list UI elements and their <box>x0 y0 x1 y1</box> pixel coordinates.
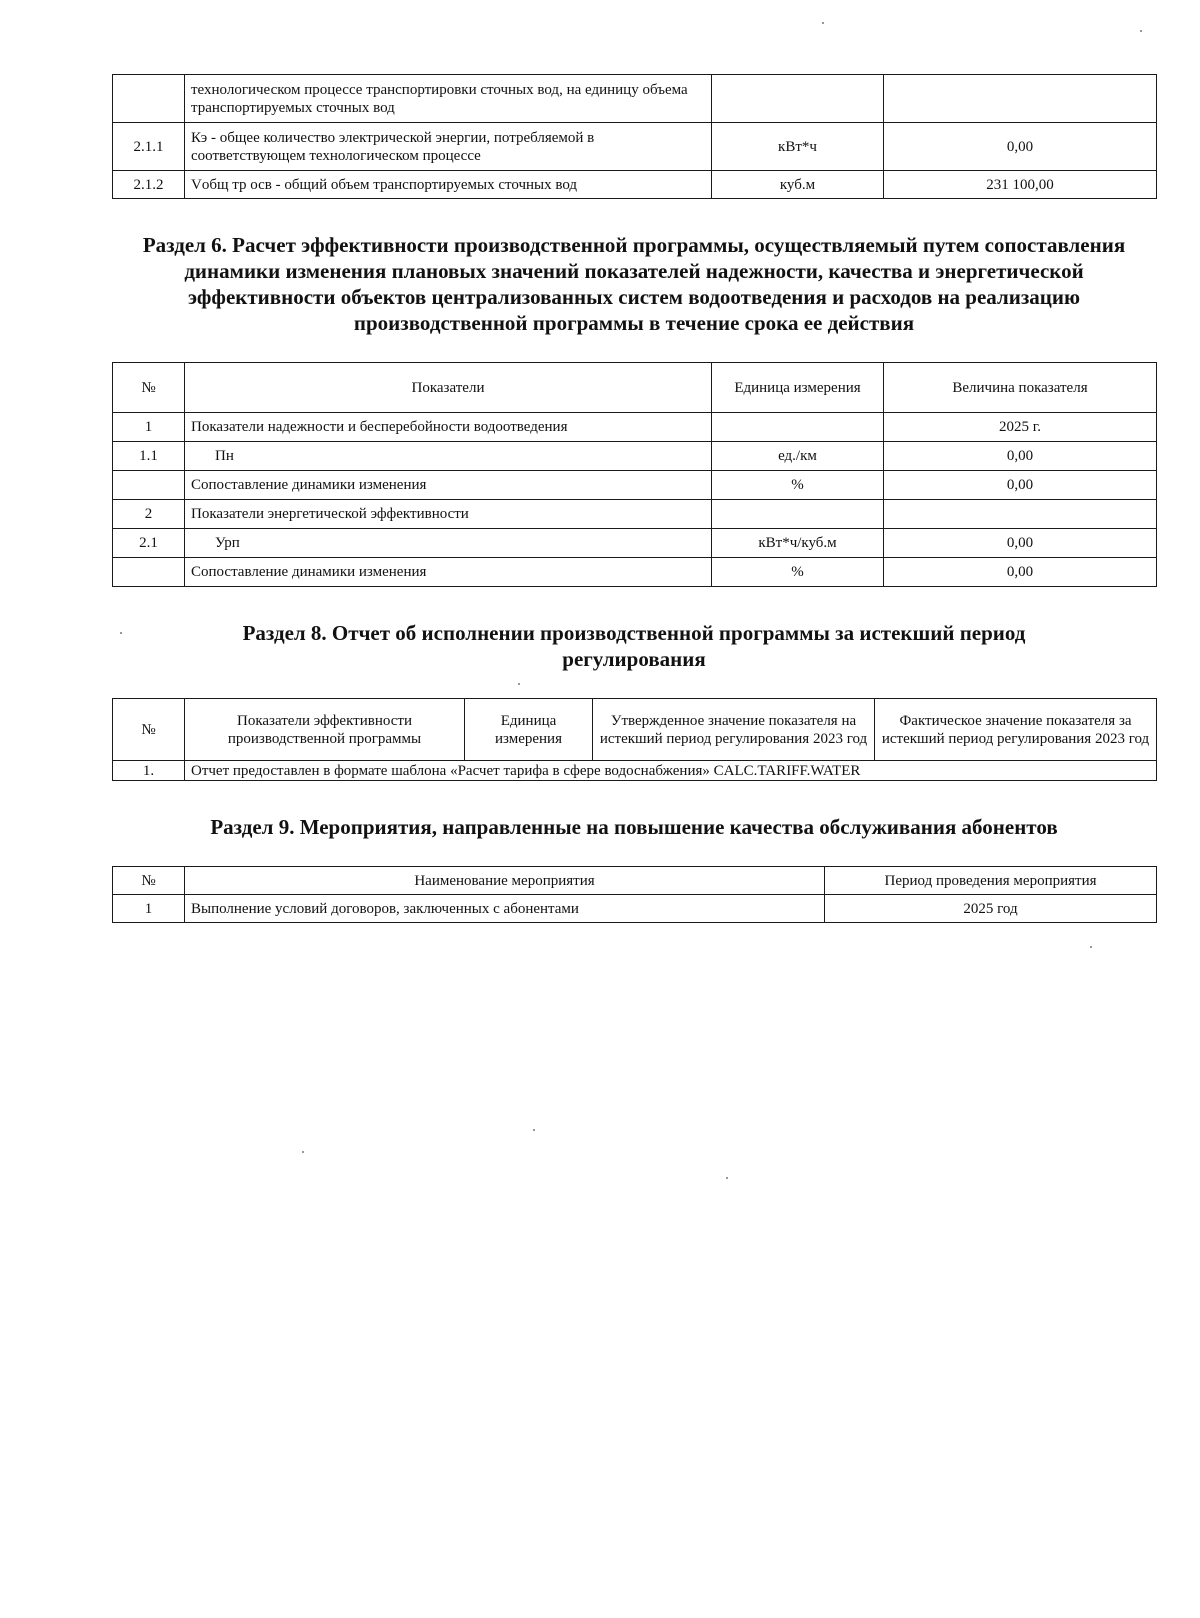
measure-period: 2025 год <box>825 895 1157 923</box>
scan-speck <box>533 1129 535 1131</box>
section8-table <box>112 698 1157 781</box>
header-unit: Единица измерения <box>712 363 884 413</box>
value <box>884 500 1157 529</box>
row-number <box>113 471 185 500</box>
table-header-row <box>113 363 1157 413</box>
unit: кВт*ч/куб.м <box>712 529 884 558</box>
header-approved-value: Утвержденное значение показателя на истекший период регулирования 2023 год <box>593 699 875 761</box>
unit: кВт*ч <box>712 123 884 171</box>
scan-speck <box>726 1177 728 1179</box>
table-row <box>113 761 1157 781</box>
row-number: 2.1 <box>113 529 185 558</box>
table-row <box>113 471 1157 500</box>
indicator-name: Урп <box>185 529 712 558</box>
value: 0,00 <box>884 471 1157 500</box>
indicator-name: технологическом процессе транспортировки сточных вод, на единицу объема транспортируемых сточных вод <box>185 75 712 123</box>
section8-title: Раздел 8. Отчет об исполнении производственной программы за истекший период регулирования <box>242 621 1026 671</box>
table-row <box>113 171 1157 199</box>
row-number: 1. <box>113 761 185 781</box>
indicator-name: Vобщ тр осв - общий объем транспортируемых сточных вод <box>185 171 712 199</box>
value: 0,00 <box>884 529 1157 558</box>
header-actual-value: Фактическое значение показателя за истекший период регулирования 2023 год <box>875 699 1157 761</box>
header-period: Период проведения мероприятия <box>825 867 1157 895</box>
table-row <box>113 895 1157 923</box>
table-row <box>113 442 1157 471</box>
value: 0,00 <box>884 442 1157 471</box>
table-row <box>113 123 1157 171</box>
report-note: Отчет предоставлен в формате шаблона «Расчет тарифа в сфере водоснабжения» CALC.TARIFF.WATER <box>185 761 1157 781</box>
indicator-name: Пн <box>185 442 712 471</box>
table-energy-continuation <box>112 74 1157 199</box>
row-number: 2.1.1 <box>113 123 185 171</box>
header-number: № <box>113 363 185 413</box>
unit <box>712 75 884 123</box>
indicator-name: Кэ - общее количество электрической энергии, потребляемой в соответствующем технологическом процессе <box>185 123 712 171</box>
scan-speck <box>822 22 824 24</box>
indicator-name: Показатели энергетической эффективности <box>185 500 712 529</box>
table-row <box>113 413 1157 442</box>
scan-speck <box>120 632 122 634</box>
table-row <box>113 500 1157 529</box>
unit <box>712 413 884 442</box>
header-measure-name: Наименование мероприятия <box>185 867 825 895</box>
unit: % <box>712 558 884 587</box>
scan-speck <box>518 683 520 685</box>
value: 0,00 <box>884 558 1157 587</box>
value: 2025 г. <box>884 413 1157 442</box>
scan-speck <box>302 1151 304 1153</box>
header-number: № <box>113 699 185 761</box>
indicator-name: Сопоставление динамики изменения <box>185 471 712 500</box>
row-number: 1.1 <box>113 442 185 471</box>
section9-table <box>112 866 1157 923</box>
row-number: 1 <box>113 413 185 442</box>
unit: куб.м <box>712 171 884 199</box>
section9-title: Раздел 9. Мероприятия, направленные на повышение качества обслуживания абонентов <box>210 815 1058 839</box>
measure-name: Выполнение условий договоров, заключенных с абонентами <box>185 895 825 923</box>
unit: ед./км <box>712 442 884 471</box>
header-value: Величина показателя <box>884 363 1157 413</box>
indicator-name: Сопоставление динамики изменения <box>185 558 712 587</box>
scan-speck <box>1090 946 1092 948</box>
value: 231 100,00 <box>884 171 1157 199</box>
scan-speck <box>1140 30 1142 32</box>
section6-table <box>112 362 1157 587</box>
indicator-name: Показатели надежности и бесперебойности водоотведения <box>185 413 712 442</box>
header-indicators: Показатели эффективности производственной программы <box>185 699 465 761</box>
row-number: 1 <box>113 895 185 923</box>
table-row <box>113 75 1157 123</box>
value: 0,00 <box>884 123 1157 171</box>
table-header-row <box>113 699 1157 761</box>
row-number <box>113 75 185 123</box>
row-number: 2 <box>113 500 185 529</box>
header-number: № <box>113 867 185 895</box>
value <box>884 75 1157 123</box>
table-row <box>113 529 1157 558</box>
row-number: 2.1.2 <box>113 171 185 199</box>
unit: % <box>712 471 884 500</box>
section6-title: Раздел 6. Расчет эффективности производственной программы, осуществляемый путем сопоставления динамики изменения плановых значений показателей надежности, качества и энергетической эффективности объектов централизованных систем водоотведения и расходов на реализацию производственной программы в течение срока ее действия <box>142 233 1126 335</box>
header-unit: Единица измерения <box>465 699 593 761</box>
table-row <box>113 558 1157 587</box>
header-indicators: Показатели <box>185 363 712 413</box>
table-header-row <box>113 867 1157 895</box>
row-number <box>113 558 185 587</box>
unit <box>712 500 884 529</box>
